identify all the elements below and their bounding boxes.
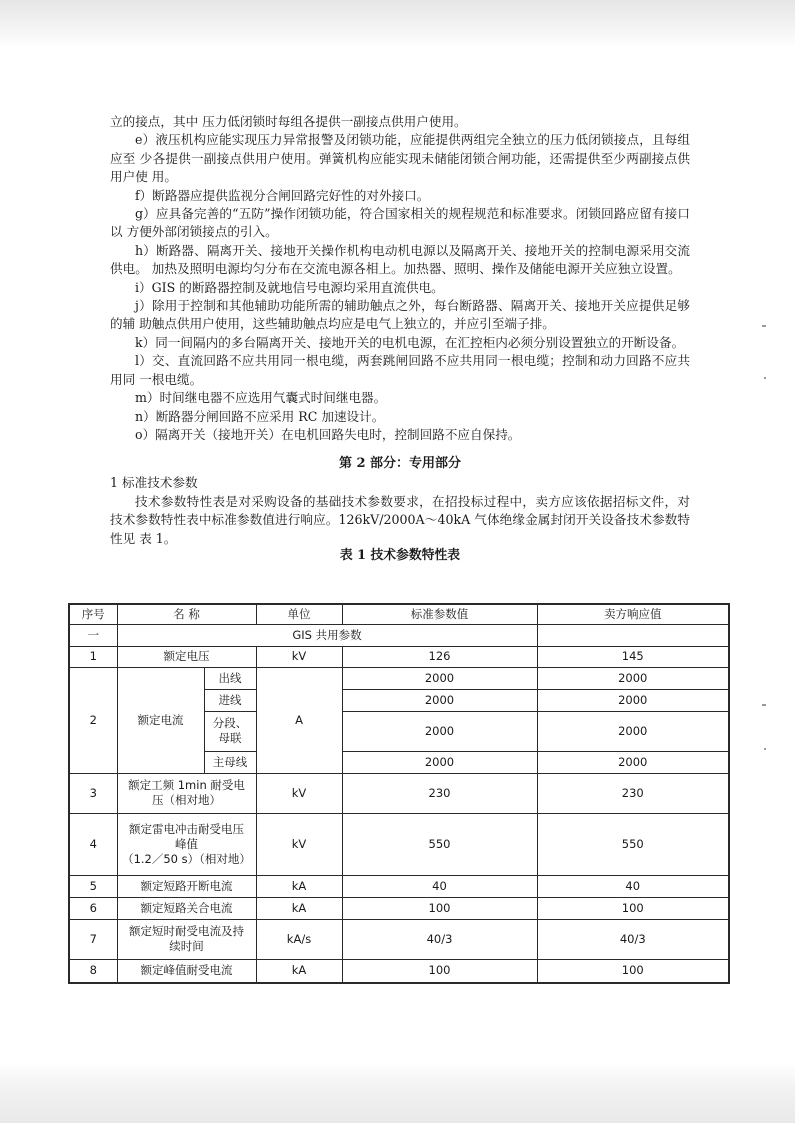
scan-speck [764,377,766,379]
row-number: 7 [69,919,117,959]
standard-value: 40 [342,875,537,897]
header-cell: 单位 [256,604,342,624]
paragraph: j）除用于控制和其他辅助功能所需的辅助触点之外，每台断路器、隔离开关、接地开关应提供足够的辅 助触点供用户使用，这些辅助触点均应是电气上独立的，并应引至端子排。 [110,298,690,332]
response-value: 2000 [537,667,729,689]
standard-value: 550 [342,813,537,875]
table-header-row [69,604,729,624]
paragraph: k）同一间隔内的多台隔离开关、接地开关的电机电源，在汇控柜内必须分别设置独立的开断设备。 [135,334,685,350]
param-unit: kV [256,813,342,875]
header-cell: 卖方响应值 [537,604,729,624]
scan-speck [764,748,766,750]
response-value: 2000 [537,751,729,773]
standard-value: 230 [342,773,537,813]
param-unit: kV [256,646,342,667]
param-name: 额定雷电冲击耐受电压 峰值 （1.2／50 s）（相对地） [117,813,256,875]
sub-param-name: 进线 [204,689,256,711]
standard-value: 2000 [342,689,537,711]
row-number: 8 [69,959,117,983]
paragraph: f）断路器应提供监视分合闸回路完好性的对外接口。 [135,187,430,203]
response-value: 550 [537,813,729,875]
param-name: 额定工频 1min 耐受电 压（相对地） [117,773,256,813]
standard-value: 126 [342,646,537,667]
paragraph: g）应具备完善的“五防”操作闭锁功能，符合国家相关的规程规范和标准要求。闭锁回路应留有接口以 方便外部闭锁接点的引入。 [110,206,690,240]
row-number: 2 [69,667,117,773]
scan-bottom-shadow [0,1063,795,1123]
row-number: 5 [69,875,117,897]
intro-paragraph: 技术参数特性表是对采购设备的基础技术参数要求，在招投标过程中，卖方应该依据招标文件，对 技术参数特性表中标准参数值进行响应。126kV/2000A～40kA 气体绝缘金属封闭开关设备技术参数特性见 表 1。 [110,493,690,546]
paragraph: o）隔离开关（接地开关）在电机回路失电时，控制回路不应自保持。 [135,426,521,442]
sub-param-name: 主母线 [204,751,256,773]
param-name: 额定电流 [117,667,204,773]
table-row [69,646,729,667]
response-value: 2000 [537,689,729,711]
row-number: 1 [69,646,117,667]
response-value: 230 [537,773,729,813]
scan-top-shadow [0,0,795,48]
sub-param-name: 出线 [204,667,256,689]
standard-value: 100 [342,897,537,919]
response-value: 40/3 [537,919,729,959]
table-row [69,813,729,875]
header-cell: 序号 [69,604,117,624]
scan-speck [762,325,766,327]
standard-value: 2000 [342,711,537,751]
empty-cell [537,624,729,646]
param-name: 额定短时耐受电流及持 续时间 [117,919,256,959]
response-value: 2000 [537,711,729,751]
response-value: 100 [537,959,729,983]
response-value: 100 [537,897,729,919]
param-unit: kA/s [256,919,342,959]
heading: 1 标准技术参数 [110,475,198,491]
table-row [69,667,729,689]
paragraph: m）时间继电器不应选用气囊式时间继电器。 [135,390,387,406]
row-number: 3 [69,773,117,813]
param-name: 额定电压 [117,646,256,667]
param-name: 额定短路关合电流 [117,897,256,919]
param-unit: kA [256,875,342,897]
sub-param-name: 分段、 母联 [204,711,256,751]
param-unit: kA [256,897,342,919]
table-row [69,875,729,897]
header-cell: 名 称 [117,604,256,624]
table-row [69,897,729,919]
standard-value: 2000 [342,751,537,773]
row-number: 6 [69,897,117,919]
param-name: 额定峰值耐受电流 [117,959,256,983]
param-unit: kA [256,959,342,983]
header-cell: 标准参数值 [342,604,537,624]
scan-speck [762,704,766,706]
paragraph: e）液压机构应能实现压力异常报警及闭锁功能，应能提供两组完全独立的压力低闭锁接点，且每组应至 少各提供一副接点供用户使用。弹簧机构应能实现未储能闭锁合闸功能，还需提供至少两副接点供用户使 用。 [110,132,690,185]
row-number: 4 [69,813,117,875]
param-name: 额定短路开断电流 [117,875,256,897]
section-title: 第 2 部分：专用部分 [338,456,462,472]
paragraph: l）交、直流回路不应共用同一根电缆，两套跳闸回路不应共用同一根电缆；控制和动力回路不应共用同 一根电缆。 [110,353,690,387]
standard-value: 40/3 [342,919,537,959]
table-row [69,773,729,813]
paragraph: i）GIS 的断路器控制及就地信号电源均采用直流供电。 [135,279,444,295]
response-value: 40 [537,875,729,897]
response-value: 145 [537,646,729,667]
table-row [69,624,729,646]
group-title: GIS 共用参数 [117,624,537,646]
table-caption: 表 1 技术参数特性表 [339,547,461,563]
paragraph: 立的接点，其中 压力低闭锁时每组各提供一副接点供用户使用。 [110,114,467,129]
table-row [69,959,729,983]
standard-value: 2000 [342,667,537,689]
row-number: 一 [69,624,117,646]
table-row [69,919,729,959]
paragraph: n）断路器分闸回路不应采用 RC 加速设计。 [135,408,385,424]
document-body [110,113,690,564]
parameter-table [68,603,730,984]
param-unit: A [256,667,342,773]
param-unit: kV [256,773,342,813]
paragraph: h）断路器、隔离开关、接地开关操作机构电动机电源以及隔离开关、接地开关的控制电源采用交流供电。 加热及照明电源均匀分布在交流电源各相上。加热器、照明、操作及储能电源开关应独立设置。 [110,242,690,277]
standard-value: 100 [342,959,537,983]
